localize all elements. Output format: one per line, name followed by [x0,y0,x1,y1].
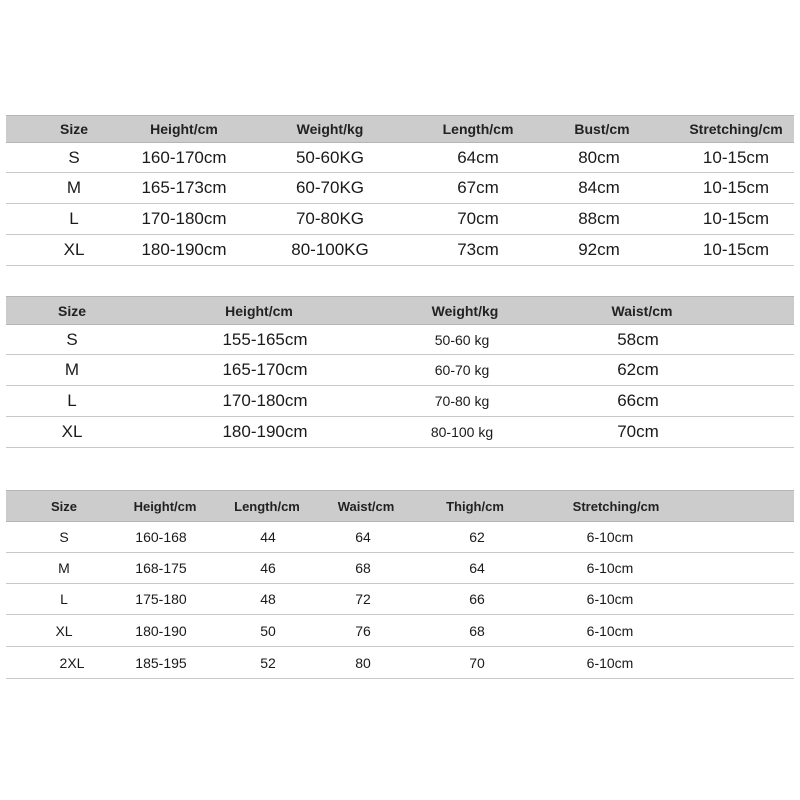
header-cell-thigh: Thigh/cm [446,498,504,514]
cell-thigh: 70 [469,654,485,671]
cell-stretching: 6-10cm [586,529,634,545]
cell-height: 160-168 [135,529,187,545]
table-header [6,490,794,522]
cell-bust: 92cm [578,240,620,259]
cell-stretching: 10-15cm [702,178,770,197]
table-row [6,143,794,173]
cell-length: 64cm [457,147,499,167]
cell-height: 165-170cm [222,360,308,379]
header-cell-height: Height/cm [150,121,218,137]
cell-waist: 72 [355,591,371,607]
cell-bust: 84cm [578,178,620,197]
cell-height: 180-190 [135,622,187,639]
cell-height: 155-165cm [222,329,308,349]
cell-height: 168-175 [135,560,187,576]
cell-stretching: 10-15cm [702,147,770,167]
table-row [6,615,794,647]
table-row [6,325,794,355]
cell-thigh: 66 [469,591,485,607]
cell-waist: 68 [355,560,371,576]
cell-stretching: 6-10cm [586,591,634,607]
cell-length: 52 [260,654,276,671]
table-row [6,647,794,679]
table-row [6,173,794,204]
cell-size: L [69,209,79,228]
cell-stretching: 6-10cm [586,560,634,576]
header-cell-weight: Weight/kg [431,302,499,319]
cell-length: 70cm [457,209,499,228]
header-cell-size: Size [57,302,87,319]
cell-size: S [68,147,80,167]
cell-weight: 50-60 kg [434,331,490,348]
cell-size: L [67,391,77,410]
cell-waist: 70cm [617,422,659,441]
header-cell-length: Length/cm [442,121,514,137]
table-row [6,235,794,266]
cell-size: M [58,560,70,576]
cell-weight: 50-60KG [295,147,365,167]
cell-height: 170-180cm [222,391,308,410]
header-cell-weight: Weight/kg [296,121,364,137]
table-row [6,553,794,584]
header-cell-length: Length/cm [234,498,300,514]
table-row [6,522,794,553]
cell-weight: 80-100 kg [430,424,494,440]
cell-size: M [64,360,80,379]
table-header [6,296,794,325]
cell-size: XL [61,422,83,441]
cell-weight: 60-70 kg [434,362,490,378]
cell-size: M [66,178,82,197]
table-header [6,115,794,143]
header-cell-waist: Waist/cm [337,498,395,514]
cell-stretching: 10-15cm [702,209,770,228]
cell-length: 44 [260,529,276,545]
cell-weight: 80-100KG [291,240,369,259]
cell-height: 160-170cm [141,147,227,167]
cell-waist: 80 [355,654,371,671]
table-row [6,386,794,417]
cell-length: 67cm [457,178,499,197]
cell-waist: 64 [355,529,371,545]
cell-size: S [66,329,78,349]
cell-length: 73cm [457,240,499,259]
cell-bust: 88cm [578,209,620,228]
cell-size: XL [63,240,85,259]
header-cell-stretching: Stretching/cm [572,498,660,514]
cell-height: 165-173cm [141,178,227,197]
header-cell-bust: Bust/cm [574,121,630,137]
cell-stretching: 6-10cm [586,622,634,639]
header-cell-height: Height/cm [133,498,197,514]
header-cell-stretching: Stretching/cm [689,121,783,137]
table-row [6,417,794,448]
cell-bust: 80cm [578,147,620,167]
cell-weight: 60-70KG [295,178,365,197]
header-cell-height: Height/cm [225,302,293,319]
cell-waist: 66cm [617,391,659,410]
cell-length: 50 [260,622,276,639]
table-row [6,355,794,386]
header-cell-size: Size [50,498,78,514]
cell-size: XL [55,622,73,639]
cell-thigh: 68 [469,622,485,639]
cell-waist: 76 [355,622,371,639]
cell-size: 2XL [59,654,85,671]
cell-waist: 58cm [617,329,659,349]
cell-stretching: 6-10cm [586,654,634,671]
cell-height: 170-180cm [141,209,227,228]
cell-weight: 70-80 kg [434,393,490,409]
cell-height: 180-190cm [222,422,308,441]
cell-height: 185-195 [135,654,187,671]
table-row [6,584,794,615]
cell-thigh: 62 [469,529,485,545]
cell-waist: 62cm [617,360,659,379]
cell-height: 175-180 [135,591,187,607]
header-cell-size: Size [59,121,89,137]
cell-length: 48 [260,591,276,607]
header-cell-waist: Waist/cm [611,302,673,319]
cell-stretching: 10-15cm [702,240,770,259]
table-row [6,204,794,235]
size-table-3 [6,490,794,679]
cell-height: 180-190cm [141,240,227,259]
size-table-1 [6,115,794,266]
cell-thigh: 64 [469,560,485,576]
cell-weight: 70-80KG [295,209,365,228]
size-table-2 [6,296,794,448]
cell-length: 46 [260,560,276,576]
cell-size: S [59,529,69,545]
cell-size: L [60,591,68,607]
